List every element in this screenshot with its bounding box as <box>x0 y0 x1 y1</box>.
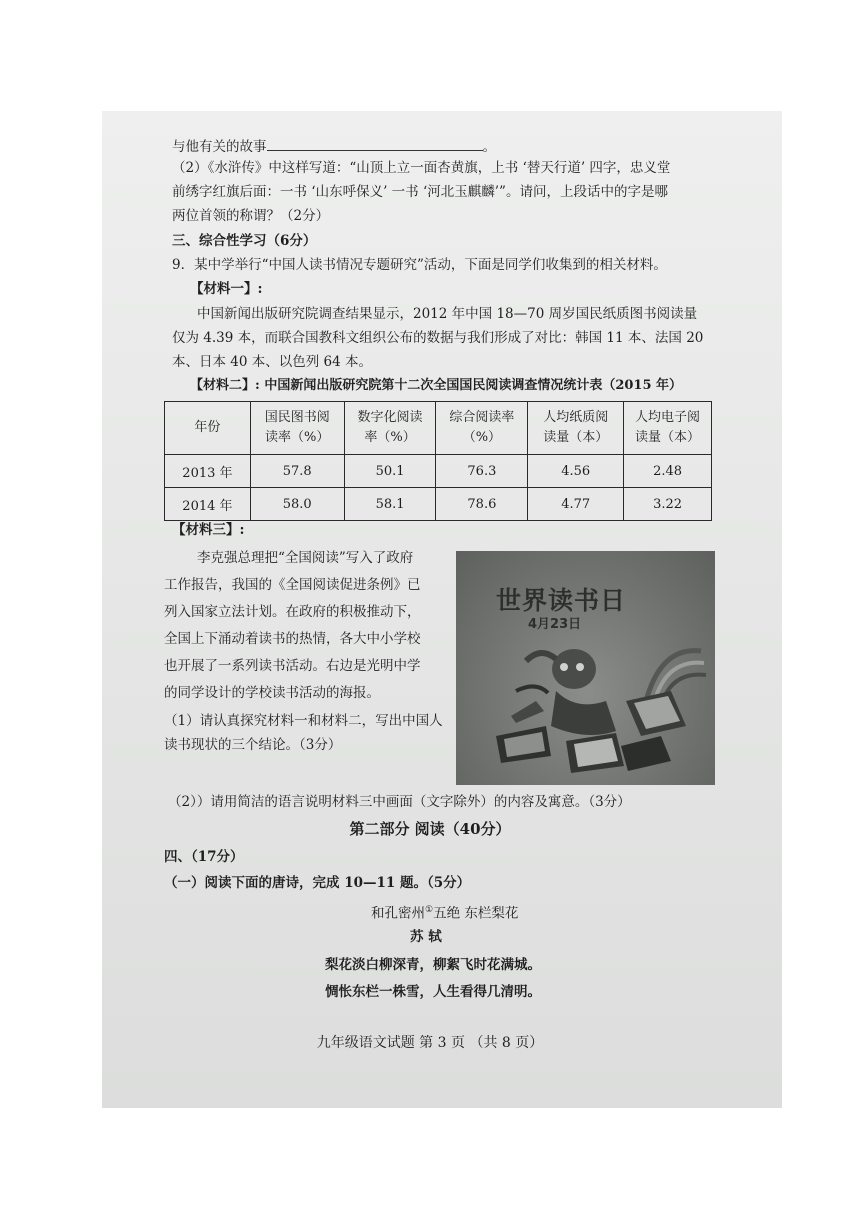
page-footer-text: 九年级语文试题 第 3 页 （共 8 页） <box>316 1035 544 1051</box>
table-cell: 4.77 <box>528 488 624 521</box>
material1-line2: 仅为 4.39 本，而联合国教科文组织公布的数据与我们形成了对比：韩国 11 本、法国 20 <box>172 330 704 346</box>
table-cell: 58.1 <box>344 488 436 521</box>
poem-title-text: 和孔密州 <box>371 905 425 922</box>
part2-heading-text: 第二部分 阅读（40分） <box>349 820 511 838</box>
header-text: 率（%） <box>364 430 416 445</box>
table-cell: 50.1 <box>344 455 436 488</box>
answer-blank <box>267 136 483 151</box>
table-header-cell <box>528 402 624 455</box>
part2-heading <box>0 820 860 838</box>
table-row <box>165 455 712 488</box>
poem-line: 惆怅东栏一株雪，人生看得几清明。 <box>325 984 541 1000</box>
table-cell: 57.8 <box>250 455 344 488</box>
q9-intro: 9．某中学举行“中国人读书情况专题研究”活动，下面是同学们收集到的相关材料。 <box>172 257 667 273</box>
section3-heading: 三、综合性学习（6分） <box>172 233 317 249</box>
table-cell: 2013 年 <box>165 455 251 488</box>
q8-line1 <box>172 136 496 156</box>
q8-part2-line3: 两位首领的称谓？（2分） <box>172 208 330 224</box>
table-header-cell <box>165 402 251 455</box>
header-text: 人均电子阅 <box>635 410 701 425</box>
header-text: 读率（%） <box>265 430 330 445</box>
table-cell: 4.56 <box>528 455 624 488</box>
poster-title: 世界读书日 <box>496 586 627 615</box>
table-header-row <box>165 402 712 455</box>
poster-illustration <box>456 551 715 785</box>
sub-question-2: （2））请用简洁的语言说明材料三中画面（文字除外）的内容及寓意。（3分） <box>168 794 631 810</box>
table-row <box>165 488 712 521</box>
table-cell: 2014 年 <box>165 488 251 521</box>
world-book-day-poster <box>456 551 715 785</box>
poster-date: 4月23日 <box>528 617 582 632</box>
table-header-cell <box>344 402 436 455</box>
material3-line: 全国上下涌动着读书的热情，各大中小学校 <box>164 631 421 647</box>
table-cell: 2.48 <box>624 455 712 488</box>
material1-line3: 本、日本 40 本、以色列 64 本。 <box>172 354 373 370</box>
header-text: 数字化阅读 <box>357 410 423 425</box>
material2-caption: 【材料二】: 中国新闻出版研究院第十二次全国国民阅读调查情况统计表（2015 年） <box>190 378 683 393</box>
section4-heading: 四、（17分） <box>164 849 244 865</box>
material3-label: 【材料三】: <box>172 522 245 538</box>
material1-label: 【材料一】: <box>190 281 263 297</box>
material3-line: 工作报告，我国的《全国阅读促进条例》已 <box>164 577 421 593</box>
sub-question-1-line2: 读书现状的三个结论。（3分） <box>164 737 342 753</box>
poem-title-rest: 五绝 东栏梨花 <box>433 905 519 922</box>
header-text: 国民图书阅 <box>264 410 330 425</box>
header-text: 人均纸质阅 <box>543 410 609 425</box>
table-cell: 76.3 <box>436 455 528 488</box>
q8-part2-line1: （2）《水浒传》中这样写道：“山顶上立一面杏黄旗，上书 ‘替天行道’ 四字，忠义堂 <box>172 160 671 176</box>
poem-title <box>371 901 518 923</box>
poem-author: 苏 轼 <box>410 929 442 945</box>
poem-line: 梨花淡白柳深青，柳絮飞时花满城。 <box>325 957 541 973</box>
table-header-cell <box>436 402 528 455</box>
table-cell: 78.6 <box>436 488 528 521</box>
material1-line1: 中国新闻出版研究院调查结果显示，2012 年中国 18—70 周岁国民纸质图书阅读量 <box>197 306 698 322</box>
q8-line1-text: 与他有关的故事 <box>172 139 267 155</box>
material3-line: 的同学设计的学校读书活动的海报。 <box>164 685 380 701</box>
header-text: 年份 <box>194 420 221 435</box>
header-text: 综合阅读率 <box>449 410 515 425</box>
table-header-cell <box>624 402 712 455</box>
header-text: 读量（本） <box>543 430 609 445</box>
table-cell: 58.0 <box>250 488 344 521</box>
header-text: 读量（本） <box>635 430 701 445</box>
poem-instruction: （一）阅读下面的唐诗，完成 10—11 题。（5分） <box>164 875 471 891</box>
material3-line: 李克强总理把“全国阅读”写入了政府 <box>197 550 414 566</box>
sub-question-1-line1: （1）请认真探究材料一和材料二，写出中国人 <box>164 713 443 729</box>
reading-stats-table <box>164 401 712 521</box>
q8-part2-line2: 前绣字红旗后面：一书 ‘山东呼保义’ 一书 ‘河北玉麒麟’”。请问，上段话中的字是哪 <box>172 184 668 200</box>
table-cell: 3.22 <box>624 488 712 521</box>
footnote-marker: ① <box>425 905 434 915</box>
page-footer <box>0 1034 860 1052</box>
header-text: （%） <box>462 430 502 445</box>
table-header-cell <box>250 402 344 455</box>
material3-line: 也开展了一系列读书活动。右边是光明中学 <box>164 658 421 674</box>
q8-line1-end: 。 <box>482 139 496 155</box>
material3-line: 列入国家立法计划。在政府的积极推动下， <box>164 604 421 620</box>
